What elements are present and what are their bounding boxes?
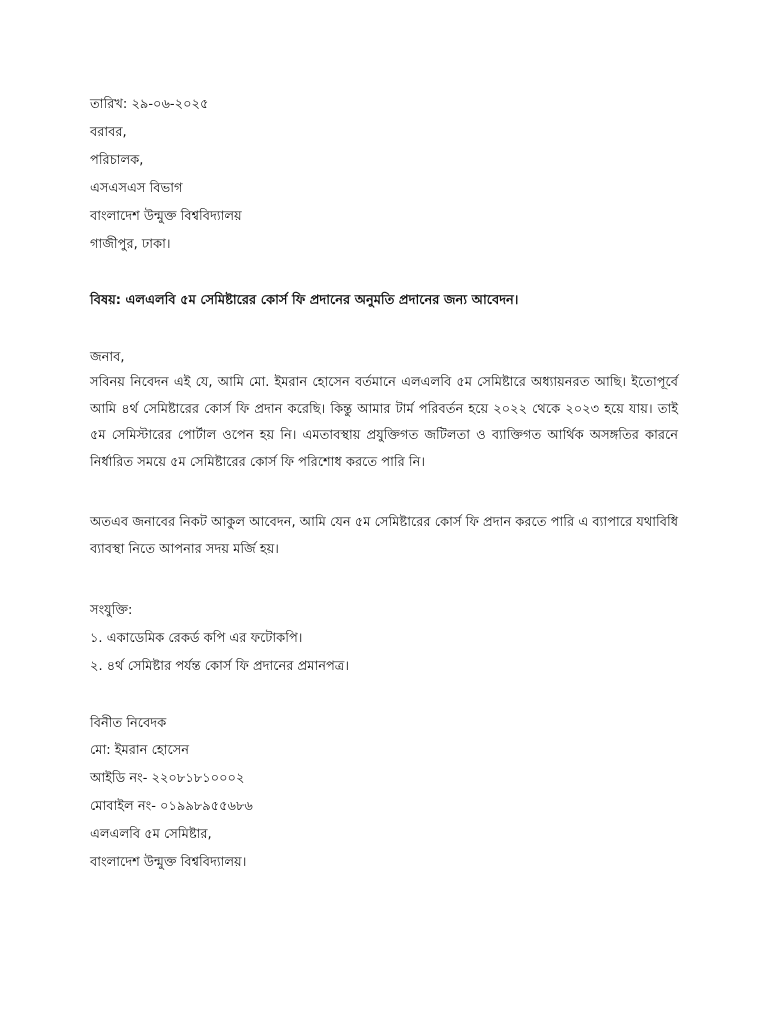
recipient-to: বরাবর, bbox=[90, 125, 127, 140]
recipient-designation: পরিচালক, bbox=[90, 153, 144, 168]
sender-id: আইডি নং- ২২০৮১৮১০০০২ bbox=[90, 771, 245, 786]
sender-program: এলএলবি ৫ম সেমিষ্টার, bbox=[90, 827, 212, 842]
letter-date: তারিখ: ২৯-০৬-২০২৫ bbox=[90, 97, 209, 112]
closing-sign-off: বিনীত নিবেদক bbox=[90, 716, 167, 731]
recipient-address: গাজীপুর, ঢাকা। bbox=[90, 237, 171, 252]
sender-name: মো: ইমরান হোসেন bbox=[90, 743, 190, 758]
recipient-institution: বাংলাদেশ উন্মুক্ত বিশ্ববিদ্যালয় bbox=[90, 209, 242, 224]
attachments-heading: সংযুক্তি: bbox=[90, 603, 133, 618]
letter-salutation: জনাব, bbox=[90, 350, 125, 365]
attachment-item-1: ১. একাডেমিক রেকর্ড কপি এর ফটোকপি। bbox=[90, 631, 303, 646]
body-paragraph-1: সবিনয় নিবেদন এই যে, আমি মো. ইমরান হোসেন বর্তমানে এলএলবি ৫ম সেমিষ্টারে অধ্যায়নরত আছি। ইতোপূর্বে আমি ৪র্থ সেমিষ্টারের কোর্স ফি প্রদান করেছি। কিন্তু আমার টার্ম পরিবর্তন হয়ে ২০২২ থেকে ২০২৩ হয়ে যায়। তাই ৫ম সেমিস্টারের পোর্টাল ওপেন হয় নি। এমতাবস্থায় প্রযুক্তিগত জটিলতা ও ব্যাক্তিগত আর্থিক অসঙ্গতির কারনে নির্ধারিত সময়ে ৫ম সেমিষ্টারের কোর্স ফি পরিশোধ করতে পারি নি। bbox=[90, 375, 678, 470]
sender-mobile: মোবাইল নং- ০১৯৯৮৯৫৫৬৮৬ bbox=[90, 799, 253, 814]
letter-subject: বিষয়: এলএলবি ৫ম সেমিষ্টারের কোর্স ফি প্রদানের অনুমতি প্রদানের জন্য আবেদন। bbox=[90, 293, 519, 308]
body-paragraph-2: অতএব জনাবের নিকট আকুল আবেদন, আমি যেন ৫ম সেমিষ্টারের কোর্স ফি প্রদান করতে পারি এ ব্যাপারে যথাবিধি ব্যাবস্থা নিতে আপনার সদয় মর্জি হয়। bbox=[90, 515, 678, 557]
sender-university: বাংলাদেশ উন্মুক্ত বিশ্ববিদ্যালয়। bbox=[90, 855, 247, 870]
recipient-department: এসএসএস বিভাগ bbox=[90, 181, 183, 196]
attachment-item-2: ২. ৪র্থ সেমিষ্টার পর্যন্ত কোর্স ফি প্রদানের প্রমানপত্র। bbox=[90, 659, 350, 674]
